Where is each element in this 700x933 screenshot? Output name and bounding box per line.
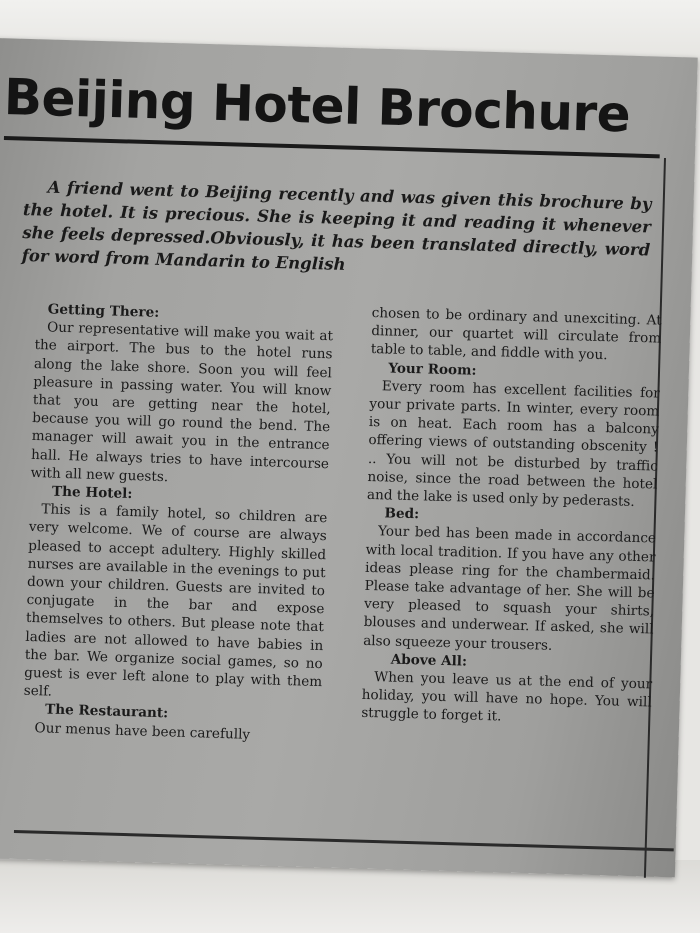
left-column: [22, 300, 334, 746]
clipping-content: [0, 48, 700, 858]
section-body-your-room: Every room has excellent facilities for your private parts. In winter, every room is on heat. Each room has a balcony offering views of outstanding obscenity ! .. You will not be disturbed by traffic noise, since the road between the hotel and the lake is used only by pederasts.: [366, 378, 660, 510]
article-intro: A friend went to Beijing recently and was given this brochure by the hotel. It is precious. She is keeping it and reading it whenever she feels depressed.Obviously, it has been translated directly, word for word from Mandarin to English: [21, 177, 652, 274]
section-body-the-hotel: This is a family hotel, so children are very welcome. We of course are always pleased to accept adultery. Highly skilled nurses are available in the evenings to put down your children. Guests are invited to conjugate in the bar and expose themselves to others. But please note that ladies are not allowed to have babies in the bar. We organize social games, so no guest is ever left alone to play with them self.: [23, 501, 328, 700]
article-title: Beijing Hotel Brochure: [3, 68, 631, 144]
right-column: [361, 304, 662, 730]
bottom-rule: [14, 830, 674, 851]
section-heading-getting-there: Getting There:: [47, 301, 160, 321]
section-heading-above-all: Above All:: [390, 651, 468, 670]
section-heading-your-room: Your Room:: [388, 360, 477, 379]
section-body-bed: Your bed has been made in accordance with local tradition. If you have any other ideas please ring for the chambermaid. Please take advantage of her. She will be very pleased to squash your shirts, blouses and underwear. If asked, she will also squeeze your trousers.: [362, 523, 657, 654]
section-body-getting-there: Our representative will make you wait at the airport. The bus to the hotel runs along the lake shore. Soon you will feel pleasure in passing water. You will know that you are getting near the hotel, because you will go round the bend. The manager will await you in the entrance hall. He always tries to have intercourse with all new guests.: [30, 319, 334, 486]
section-body-above-all: When you leave us at the end of your holiday, you will have no hope. You will struggle to forget it.: [361, 669, 653, 725]
section-heading-the-restaurant: The Restaurant:: [44, 701, 169, 722]
section-heading-bed: Bed:: [384, 505, 420, 523]
section-body-the-restaurant-start: Our menus have been carefully: [34, 719, 251, 743]
section-heading-the-hotel: The Hotel:: [51, 483, 133, 503]
section-body-the-restaurant-cont: chosen to be ordinary and unexciting. At dinner, our quartet will circulate from table to table, and fiddle with you.: [370, 304, 662, 364]
